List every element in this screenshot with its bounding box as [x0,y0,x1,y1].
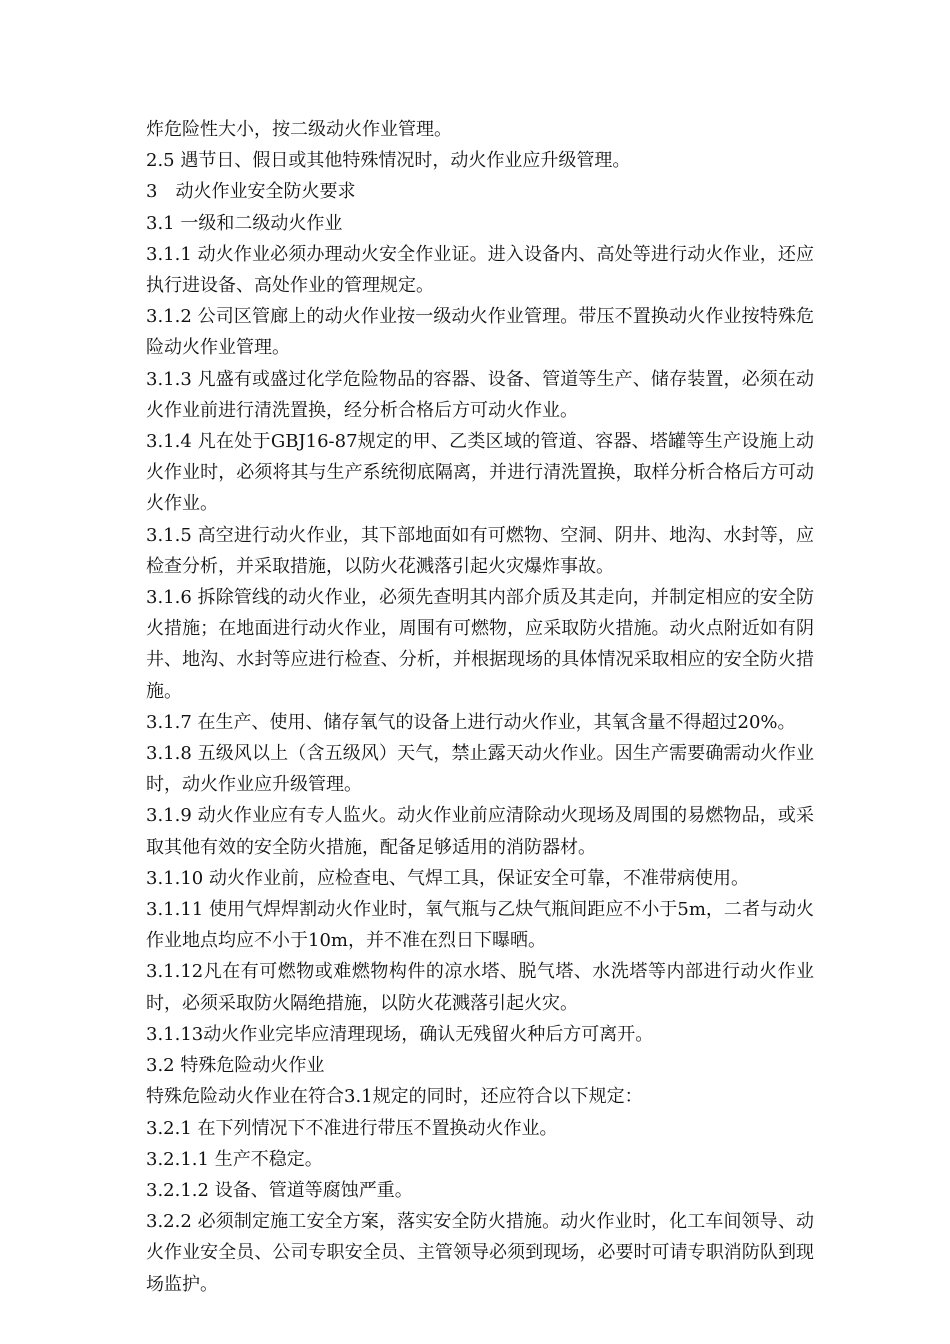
paragraph-3-1-5: 3.1.5 高空进行动火作业，其下部地面如有可燃物、空洞、阴井、地沟、水封等，应检查分析，并采取措施，以防火花溅落引起火灾爆炸事故。 [146,524,814,577]
section-heading-3-1: 3.1 一级和二级动火作业 [146,212,343,234]
paragraph-3-1-1: 3.1.1 动火作业必须办理动火安全作业证。进入设备内、高处等进行动火作业，还应执行进设备、高处作业的管理规定。 [146,243,814,297]
paragraph-3-1-6: 3.1.6 拆除管线的动火作业，必须先查明其内部介质及其走向，并制定相应的安全防火措施；在地面进行动火作业，周围有可燃物，应采取防火措施。动火点附近如有阴井、地沟、水封等应进行检查、分析，并根据现场的具体情况采取相应的安全防火措施。 [146,587,814,702]
paragraph-3-1-3: 3.1.3 凡盛有或盛过化学危险物品的容器、设备、管道等生产、储存装置，必须在动火作业前进行清洗置换，经分析合格后方可动火作业。 [146,368,814,421]
section-heading-3-2: 3.2 特殊危险动火作业 [146,1055,325,1077]
document-body [146,114,814,1300]
paragraph-3-1-10: 3.1.10 动火作业前，应检查电、气焊工具，保证安全可靠，不准带病使用。 [146,867,749,889]
paragraph-3-1-11: 3.1.11 使用气焊焊割动火作业时，氧气瓶与乙炔气瓶间距应不小于5m，二者与动火作业地点均应不小于10m，并不准在烈日下曝晒。 [146,899,814,952]
section-heading-3: 3 动火作业安全防火要求 [146,181,356,203]
paragraph-3-1-2: 3.1.2 公司区管廊上的动火作业按一级动火作业管理。带压不置换动火作业按特殊危险动火作业管理。 [146,306,814,359]
paragraph-3-2-1: 3.2.1 在下列情况下不准进行带压不置换动火作业。 [146,1117,558,1139]
paragraph-2-5: 2.5 遇节日、假日或其他特殊情况时，动火作业应升级管理。 [146,150,631,172]
paragraph-3-2-intro: 特殊危险动火作业在符合3.1规定的同时，还应符合以下规定： [146,1086,643,1108]
paragraph-continuation: 炸危险性大小，按二级动火作业管理。 [146,119,452,140]
paragraph-3-2-2: 3.2.2 必须制定施工安全方案，落实安全防火措施。动火作业时，化工车间领导、动火作业安全员、公司专职安全员、主管领导必须到现场，必要时可请专职消防队到现场监护。 [146,1211,814,1295]
paragraph-3-1-8: 3.1.8 五级风以上（含五级风）天气，禁止露天动火作业。因生产需要确需动火作业时，动火作业应升级管理。 [146,743,814,796]
paragraph-3-2-1-2: 3.2.1.2 设备、管道等腐蚀严重。 [146,1179,413,1201]
paragraph-3-1-12: 3.1.12凡在有可燃物或难燃物构件的凉水塔、脱气塔、水洗塔等内部进行动火作业时，必须采取防火隔绝措施，以防火花溅落引起火灾。 [146,961,814,1014]
paragraph-3-1-7: 3.1.7 在生产、使用、储存氧气的设备上进行动火作业，其氧含量不得超过20%。 [146,711,796,733]
paragraph-3-2-1-1: 3.2.1.1 生产不稳定。 [146,1148,323,1170]
paragraph-3-1-9: 3.1.9 动火作业应有专人监火。动火作业前应清除动火现场及周围的易燃物品，或采取其他有效的安全防火措施，配备足够适用的消防器材。 [146,805,814,858]
paragraph-3-1-4: 3.1.4 凡在处于GBJ16-87规定的甲、乙类区域的管道、容器、塔罐等生产设施上动火作业时，必须将其与生产系统彻底隔离，并进行清洗置换，取样分析合格后方可动火作业。 [146,431,814,515]
paragraph-3-1-13: 3.1.13动火作业完毕应清理现场，确认无残留火种后方可离开。 [146,1023,654,1045]
